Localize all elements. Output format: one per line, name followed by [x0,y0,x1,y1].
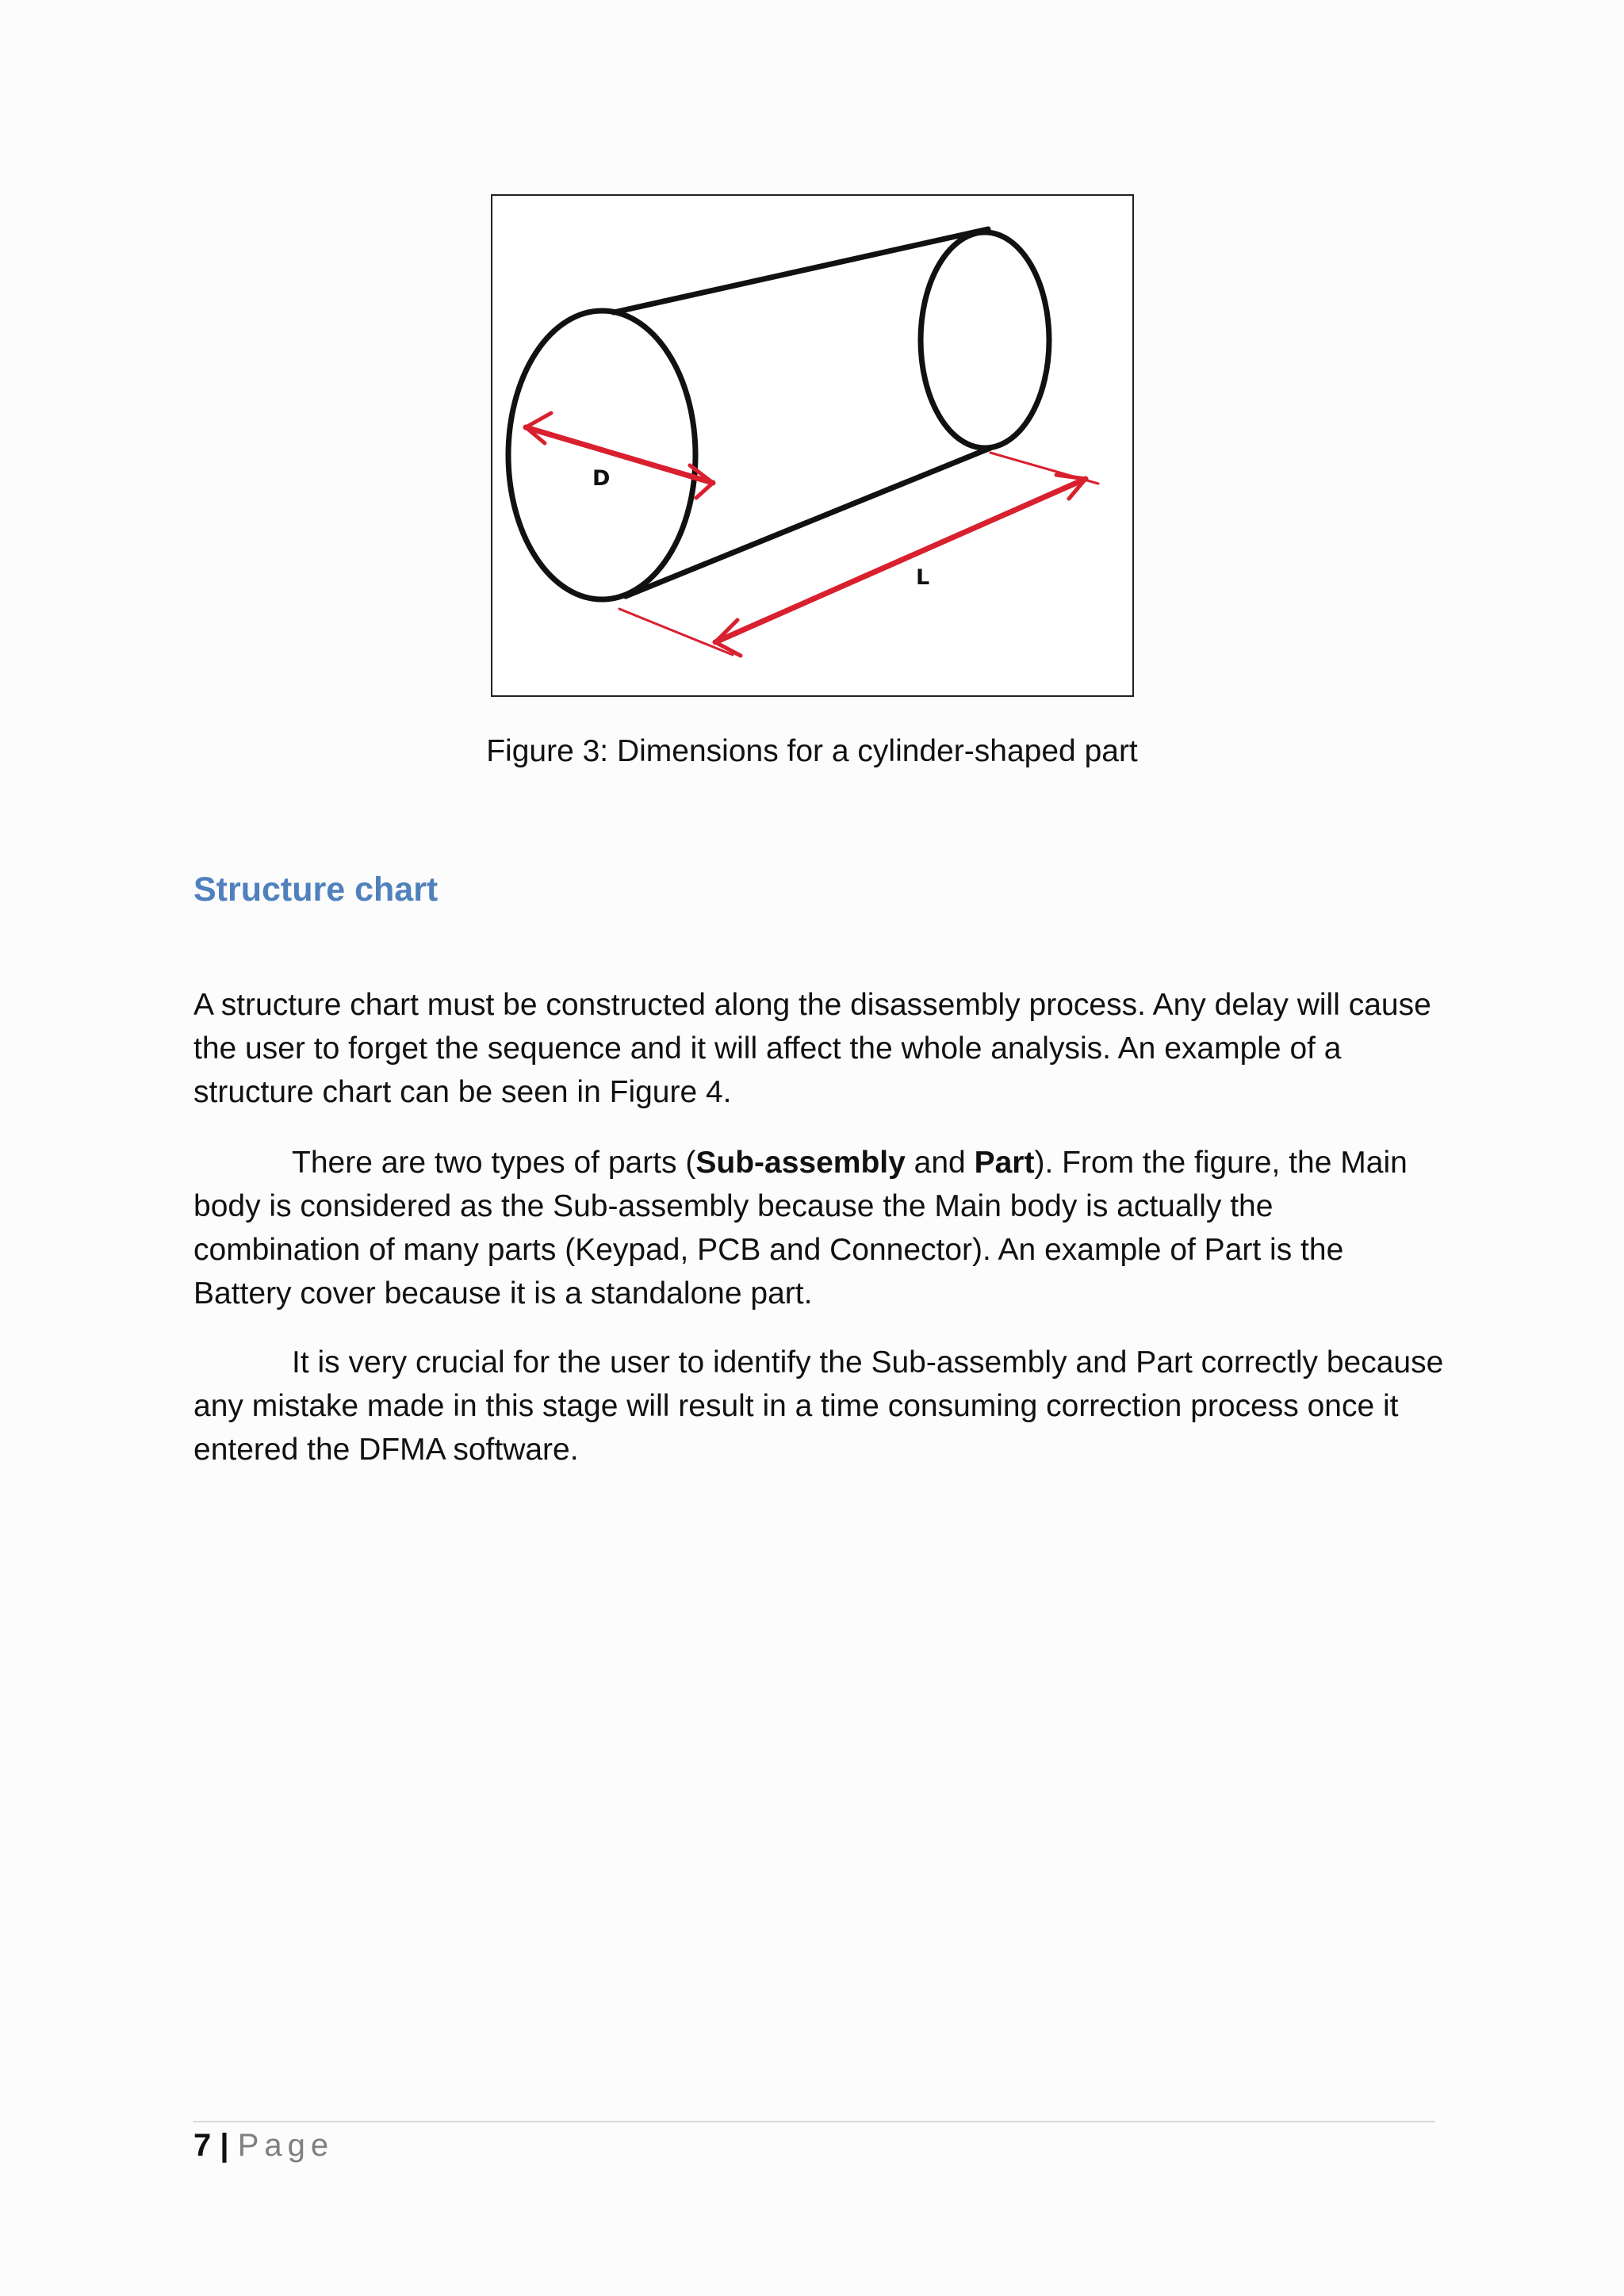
cylinder-back-end [921,232,1049,448]
paragraph-part-types-text-1: There are two types of parts ( [292,1146,696,1180]
term-part: Part [974,1146,1035,1180]
footer-divider [193,2121,1435,2122]
length-extension-line-front [619,609,733,655]
page-number: 7 [193,2128,212,2163]
cylinder-diagram [492,196,1132,695]
paragraph-part-types-text-3: ). From the figure, the Main body is considered as the Sub-assembly because the Main body is actually the combination of many parts (Keypad, PCB and Connector). An example of Part is the Battery cover because it is a standalone part. [193,1146,1408,1311]
paragraph-part-types-text-2: and [905,1146,975,1180]
page-footer [193,2123,334,2168]
diameter-arrowhead-left [526,413,551,443]
paragraph-part-types [193,1141,1446,1315]
cylinder-front-end [508,311,695,599]
cylinder-figure [491,194,1134,697]
figure-caption: Figure 3: Dimensions for a cylinder-shaped part [486,734,1138,768]
paragraph-identification-importance: It is very crucial for the user to identify the Sub-assembly and Part correctly because any mistake made in this stage will result in a time consuming correction process once it entered the DFMA software. [193,1345,1444,1467]
cylinder-bottom-edge [626,448,990,596]
diameter-arrow-line [526,427,713,483]
diameter-label: D [592,466,611,491]
section-heading: Structure chart [193,871,439,909]
paragraph-structure-chart-intro: A structure chart must be constructed along the disassembly process. Any delay will cause the user to forget the sequence and it will affect the whole analysis. An example of a structure chart can be seen in Figure 4. [193,988,1431,1109]
length-label: L [916,565,930,590]
page-word: Page [237,2128,335,2163]
footer-separator: | [220,2128,229,2163]
term-sub-assembly: Sub-assembly [695,1146,906,1180]
length-arrow-line [715,479,1086,642]
cylinder-top-edge [614,229,988,312]
